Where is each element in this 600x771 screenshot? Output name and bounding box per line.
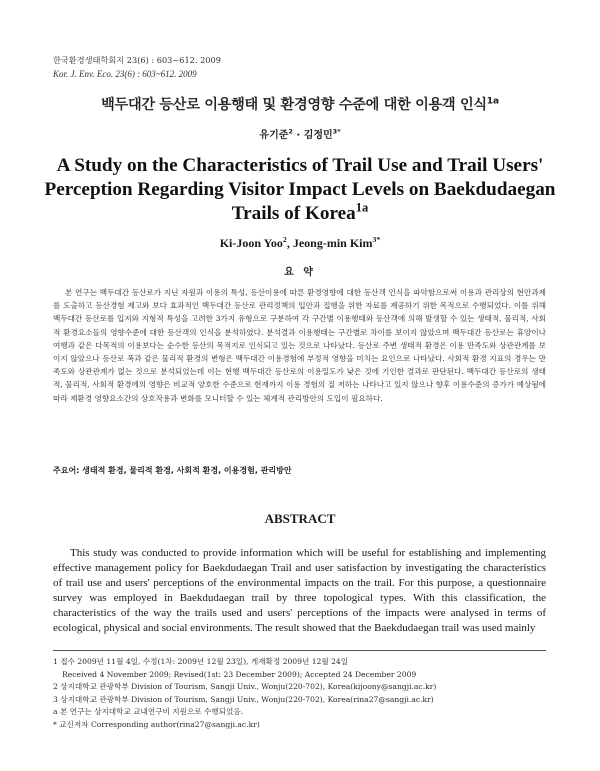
korean-author-1: 유기준 [259, 130, 289, 141]
footnote-received-ko: 1 접수 2009년 11월 4일, 수정(1차: 2009년 12월 23일), 게재확정 2009년 12월 24일 [53, 657, 349, 666]
korean-abstract-heading: 요 약 [284, 267, 316, 278]
english-title-line-1: A Study on the Characteristics of Trail Use and Trail Users' [56, 155, 544, 176]
korean-title [0, 94, 600, 114]
footnote-funding: a 본 연구는 상지대학교 교내연구비 지원으로 수행되었음. [53, 707, 244, 716]
footnote-divider [53, 650, 546, 651]
english-author-2: Jeong-min Kim [292, 236, 373, 250]
footnote-affiliation-2: 2 상지대학교 관광학부 Division of Tourism, Sangji Univ., Wonju(220-702), Korea(kijoony@sangji.ac.kr) [53, 682, 437, 691]
journal-citation-korean: 한국환경생태학회지 23(6) : 603~612. 2009 [53, 55, 221, 65]
english-title-line-2: Perception Regarding Visitor Impact Levels on Baekdudaegan [44, 179, 556, 200]
english-title-line-3 [30, 202, 570, 226]
korean-author-2-sup: 3* [332, 127, 341, 136]
english-title [30, 154, 570, 226]
english-author-1: Ki-Joon Yoo [219, 236, 283, 250]
korean-abstract-body: 본 연구는 백두대간 등산로가 지닌 자원과 이용의 특성, 등산이용에 따른 환경영향에 대한 등산객 인식을 파악함으로써 이용과 관리상의 현안과제를 도출하고 등산경험 제고와 보다 효과적인 백두대간 등산로 관리정책의 입안과 집행을 위한 자료를 제공하기 위한 목적으로 수행되었다. 이를 위해 백두대간 등산로를 입지와 지형적 특성을 고려한 3가지 유형으로 구분하여 각 구간별 이용행태와 등산객에 의해 발생할 수 있는 생태적, 물리적, 사회적 환경요소들의 영향수준에 대한 등산객의 인식을 분석하였다. 분석결과 이용행태는 구간별로 차이를 보이지 않았으며 백두대간 등산로는 휴양이나 여행과 같은 다목적의 이용보다는 순수한 등산의 목적지로 인식되고 있는 것으로 나타났다. 등산로 주변 생태적 환경은 이용 만족도와 상관관계를 보이지 않았으나 등산로 폭과 같은 물리적 환경의 변형은 백두대간 이용경험에 부정적 영향을 미치는 요인으로 나타났다. 사회적 환경 지표의 경우는 만족도와 상관관계가 없는 것으로 분석되었는데 이는 현행 백두대간 등산로의 이용밀도가 낮은 것에 기인한 결과로 판단된다. 백두대간 등산로의 생태적, 물리적, 사회적 환경에의 영향은 비교적 양호한 수준으로 현재까지 이용 경험의 질 저하는 나타나고 있지 않으나 향후 이용수준의 증가가 예상됨에 따라 제환경 영향요소간의 상호작용과 변화를 모니터할 수 있는 체계적 관리방안의 도입이 필요하다. [53, 288, 546, 403]
english-abstract-body: This study was conducted to provide information which will be useful for establishing and implementing effective management policy for Baekdudaegan Trail and user satisfaction by investigating the characteristics of trail use and users' perceptions of the environmental impacts on the trail. For this purpose, a questionnaire survey was employed in Baekdudaegan trail by three topological types. With this classification, the characteristics of the way the trails used and users' perceptions of the impacts were analysed in terms of ecological, physical and social environments. The result showed that the Baekdudaegan trail was used mainly [53, 547, 546, 634]
journal-citation [53, 53, 221, 81]
abstract-heading: ABSTRACT [264, 511, 336, 526]
korean-title-text: 백두대간 등산로 이용행태 및 환경영향 수준에 대한 이용객 인식 [101, 97, 487, 113]
korean-authors [0, 126, 600, 141]
korean-author-separator: · [292, 130, 304, 141]
english-title-sup: 1a [355, 200, 369, 215]
english-title-line-3-text: Trails of Korea [231, 203, 356, 224]
footnote-received-en: Received 4 November 2009; Revised(1st: 23 December 2009); Accepted 24 December 2009 [62, 669, 417, 679]
journal-citation-english: Kor. J. Env. Eco. 23(6) : 603~612. 2009 [53, 69, 197, 79]
korean-author-1-sup: 2 [288, 127, 293, 136]
footnote-corresponding-author: * 교신저자 Corresponding author(rina27@sangji.ac.kr) [53, 719, 260, 729]
english-author-1-sup: 2 [282, 235, 287, 244]
english-author-2-sup: 3* [372, 235, 381, 244]
korean-author-2: 김정민 [303, 130, 333, 141]
english-authors [0, 236, 600, 251]
footnote-affiliation-3: 3 상지대학교 관광학부 Division of Tourism, Sangji Univ., Wonju(220-702), Korea(rina27@sangji.ac.kr) [53, 694, 434, 704]
korean-title-sup: 1a [486, 95, 499, 107]
english-author-separator: , [286, 236, 293, 250]
footnotes [53, 656, 553, 731]
keywords: 주요어: 생태적 환경, 물리적 환경, 사회적 환경, 이용경험, 관리방안 [53, 466, 292, 475]
